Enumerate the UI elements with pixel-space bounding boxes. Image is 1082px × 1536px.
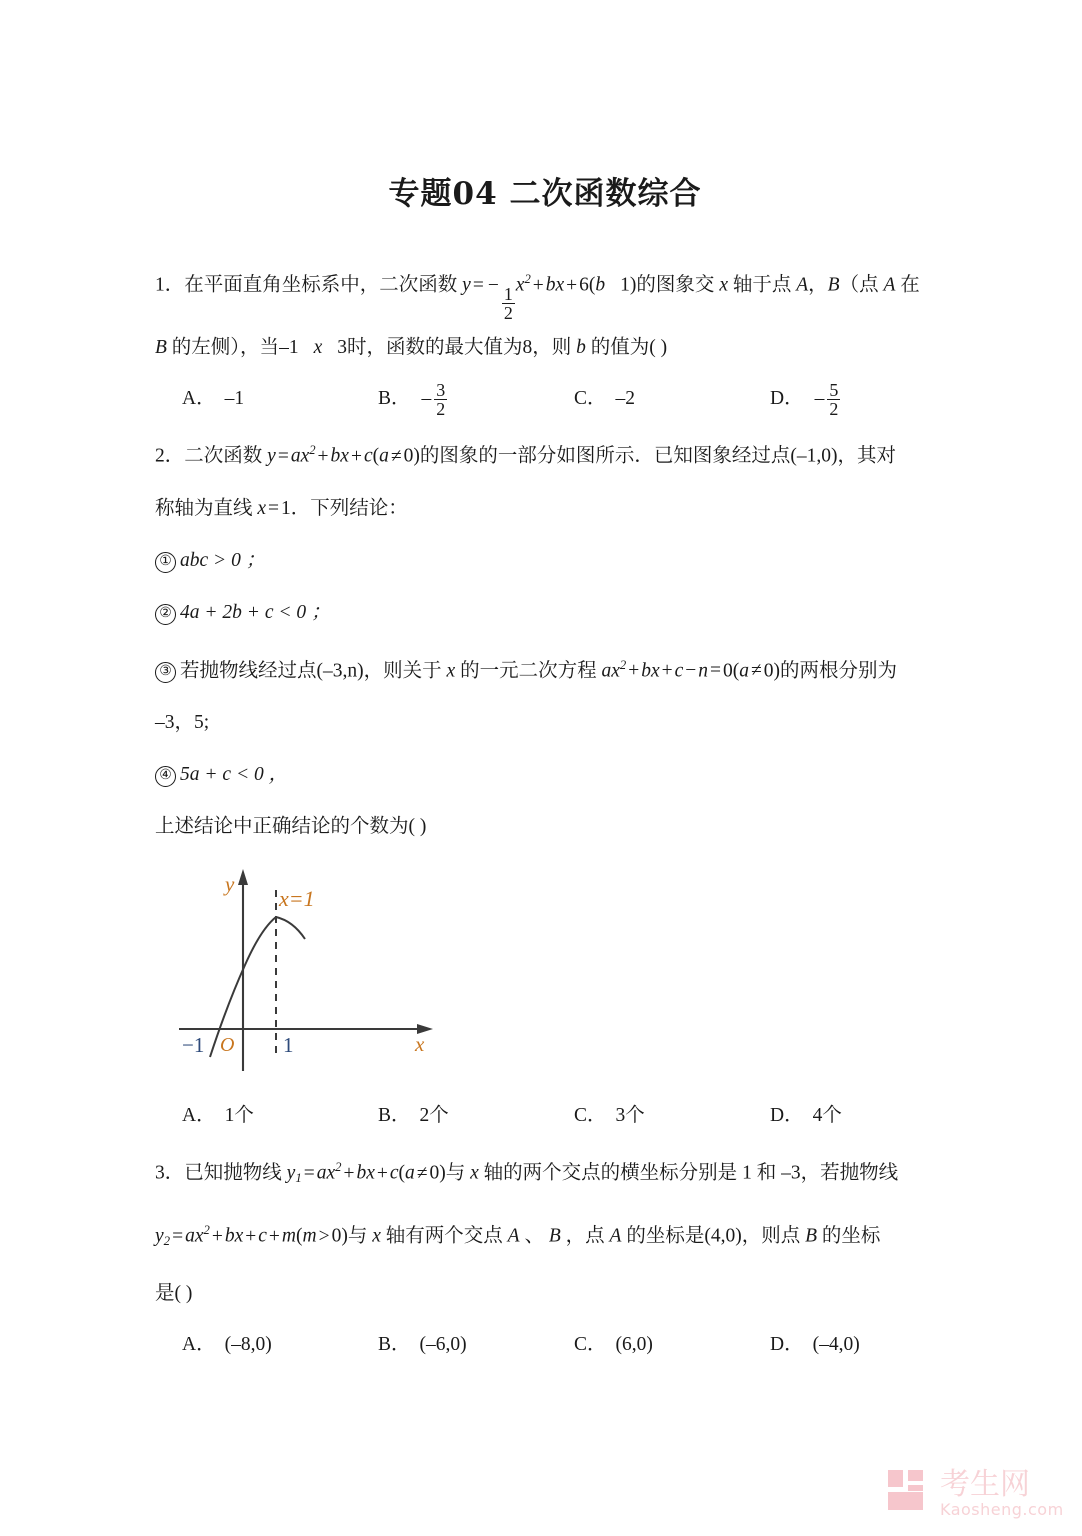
option-c-value: –2	[615, 388, 636, 410]
question-1-text-l2b: 时，函数的最大值为	[346, 337, 523, 359]
question-1-options	[155, 374, 935, 424]
question-3-text-l2a: 与	[347, 1225, 368, 1247]
page-title: 专题04 二次函数综合	[388, 176, 702, 212]
question-3-root-1: 1	[742, 1162, 752, 1184]
parabola-graph-svg	[165, 859, 465, 1091]
question-1-option-d[interactable]	[770, 374, 841, 424]
x-tick-label-neg1: −1	[182, 1033, 205, 1058]
question-1-option-b[interactable]	[378, 374, 574, 424]
question-3-option-c[interactable]	[574, 1320, 770, 1370]
question-2-line-2: 称轴为直线 x = 1．下列结论：	[155, 497, 408, 519]
question-3-text-a: 已知抛物线	[184, 1162, 282, 1184]
option-c-label: C．	[574, 1333, 607, 1355]
question-2-number: 2．	[155, 445, 185, 467]
option-d-label: D．	[770, 1333, 804, 1355]
x-tick-label-1: 1	[283, 1033, 294, 1058]
option-a-label: A．	[182, 1105, 216, 1127]
question-3-and: 和	[756, 1162, 777, 1184]
question-1-closeparen: 1)	[620, 274, 637, 296]
conclusion-3-text-c: 的一元二次方程	[460, 660, 597, 682]
option-a-label: A．	[182, 1333, 216, 1355]
question-2	[155, 424, 935, 1141]
question-1-text-d: ，	[808, 274, 828, 296]
option-b-denominator: 2	[436, 398, 446, 419]
question-1-text-a: 在平面直角坐标系中，二次函数	[184, 274, 458, 296]
question-1-number: 1．	[155, 274, 185, 296]
question-3-option-d[interactable]	[770, 1320, 860, 1370]
question-2-tail-text: 上述结论中正确结论的个数为( )	[155, 816, 427, 838]
question-2-text-c: ，其对	[837, 445, 896, 467]
question-1-text-f: 在	[900, 274, 920, 296]
question-2-text-a: 二次函数	[184, 445, 263, 467]
question-1-option-a[interactable]	[182, 374, 378, 424]
question-1-text-l2c: ，则	[532, 337, 572, 359]
option-c-label: C．	[574, 388, 607, 410]
circled-number-1: ①	[155, 552, 176, 573]
question-2-option-c[interactable]	[574, 1091, 770, 1141]
question-3-line-3	[155, 1268, 935, 1320]
question-3-text-l2b: 轴有两个交点	[385, 1225, 503, 1247]
question-2-option-b[interactable]	[378, 1091, 574, 1141]
x-axis-label: x	[415, 1032, 425, 1057]
question-3-dun: 、	[524, 1225, 544, 1247]
document-content	[155, 0, 935, 1370]
y-axis-arrow	[238, 869, 248, 885]
option-a-value: 1个	[224, 1105, 254, 1127]
watermark	[880, 1458, 1070, 1528]
question-3-line-2: $y_2 = ax^2$ + bx + c + m(m > 0)与 x 轴有两个交点 A 、 B ，点 A 的坐标是(4,0)，则点 B 的坐标	[155, 1223, 881, 1249]
question-3-coord-a: (4,0)	[704, 1225, 742, 1247]
question-1-text-l2a: 的左侧），当	[171, 337, 280, 359]
question-1-option-c[interactable]	[574, 374, 770, 424]
question-3-text-l3: 是( )	[155, 1282, 193, 1304]
option-b-fraction	[434, 381, 447, 419]
question-3	[155, 1141, 935, 1369]
question-3-text-l2f: 的坐标	[821, 1225, 881, 1247]
question-3-option-b[interactable]	[378, 1320, 574, 1370]
question-1-upper-bound: 3	[337, 337, 347, 359]
conclusion-3-text-d: 的两根分别为	[779, 660, 897, 682]
conclusion-3-text-b: ，则关于	[363, 660, 442, 682]
question-2-conclusion-3-roots	[155, 697, 935, 749]
question-2-conclusion-2	[155, 587, 935, 639]
question-3-number: 3．	[155, 1162, 185, 1184]
question-1-max-value: 8	[522, 337, 533, 359]
question-3-root-2: –3	[781, 1162, 801, 1184]
question-1-line-2: B 的左侧），当–1 x 3时，函数的最大值为8，则 b 的值为( )	[155, 337, 668, 359]
question-3-text-b: 与	[445, 1162, 466, 1184]
question-2-conclusion-3: ③ 若抛物线经过点(–3,n)，则关于 x 的一元二次方程 $ax^2$ + bx + c − n = 0(a ≠ 0)的两根分别为	[155, 639, 935, 698]
question-1	[155, 253, 935, 424]
conclusion-3-point: (–3,n)	[316, 660, 364, 682]
circled-number-3: ③	[155, 662, 176, 683]
conclusion-2-expr: 4a + 2b + c < 0 ；	[180, 601, 331, 623]
option-c-value: (6,0)	[615, 1333, 653, 1355]
watermark-svg	[880, 1458, 1070, 1528]
option-b-value: 2个	[419, 1105, 449, 1127]
option-d-denominator: 2	[829, 398, 839, 419]
option-d-fraction	[827, 381, 840, 419]
option-b-value: (–6,0)	[419, 1333, 467, 1355]
option-c-label: C．	[574, 1105, 607, 1127]
question-2-text-l2a: 称轴为直线	[155, 497, 253, 519]
question-2-line-1: 2．二次函数 $y = ax^2$ + bx + c(a ≠ 0)的图象的一部分如图所示．已知图象经过点(–1,0)，其对	[155, 443, 896, 467]
question-2-options	[155, 1091, 935, 1141]
question-2-conclusion-1	[155, 535, 935, 587]
option-a-value: –1	[224, 388, 245, 410]
question-1-lower-bound: –1	[279, 337, 299, 359]
question-1-text-c: 轴于点	[732, 274, 792, 296]
question-3-text-l2e: ，则点	[741, 1225, 801, 1247]
symmetry-axis-label: x=1	[279, 886, 315, 912]
conclusion-4-expr: 5a + c < 0 ，	[180, 764, 289, 786]
option-d-numerator: 5	[829, 379, 839, 400]
question-1-text-b: 的图象交	[636, 274, 715, 296]
watermark-brand-cn: 考生网	[940, 1467, 1030, 1502]
question-3-text-l2c: ，点	[565, 1225, 605, 1247]
question-2-conclusion-4	[155, 749, 935, 801]
option-b-label: B．	[378, 1105, 411, 1127]
question-1-text-l2d: 的值为( )	[590, 337, 668, 359]
option-d-label: D．	[770, 1105, 804, 1127]
origin-label: O	[220, 1034, 235, 1057]
y-axis-label: y	[225, 872, 235, 897]
conclusion-3-roots: –3，5;	[155, 712, 210, 734]
circled-number-2: ②	[155, 604, 176, 625]
question-2-text-l2b: ．下列结论：	[290, 497, 408, 519]
kaosheng-logo-icon	[888, 1470, 923, 1510]
question-2-tail	[155, 801, 935, 853]
question-3-text-d: ，若抛物线	[800, 1162, 899, 1184]
question-3-line-1: 3．已知抛物线 $y_1 = ax^2$ + bx + c(a ≠ 0)与 x 轴的两个交点的横坐标分别是 1 和 –3，若抛物线	[155, 1160, 899, 1186]
option-a-value: (–8,0)	[224, 1333, 272, 1355]
circled-number-4: ④	[155, 766, 176, 787]
question-3-text-l2d: 的坐标是	[626, 1225, 705, 1247]
option-b-sign: –	[421, 388, 432, 410]
option-b-label: B．	[378, 388, 411, 410]
question-2-point: (–1,0)	[790, 445, 838, 467]
question-3-text-c: 轴的两个交点的横坐标分别是	[483, 1162, 738, 1184]
parabola-figure	[165, 859, 935, 1091]
option-d-label: D．	[770, 388, 804, 410]
conclusion-1-expr: abc > 0 ；	[180, 549, 266, 571]
question-1-const: 6(	[579, 274, 596, 296]
question-1-text-e: （点	[839, 274, 879, 296]
question-1-line-1: 1．在平面直角坐标系中，二次函数 y = − $\frac{1}{2}$ $x^2$ + bx + 6(b 1)的图象交 x 轴于点 A，B（点 A 在	[155, 272, 920, 324]
question-2-text-b: 的图象的一部分如图所示．已知图象经过点	[419, 445, 791, 467]
watermark-brand-en: Kaosheng.com	[940, 1500, 1064, 1519]
question-3-option-a[interactable]	[182, 1320, 378, 1370]
conclusion-3-text-a: 若抛物线经过点	[180, 660, 317, 682]
option-d-value: (–4,0)	[812, 1333, 860, 1355]
question-2-option-a[interactable]	[182, 1091, 378, 1141]
option-a-label: A．	[182, 388, 216, 410]
option-c-value: 3个	[615, 1105, 645, 1127]
option-d-sign: –	[814, 388, 825, 410]
question-3-options	[155, 1320, 935, 1370]
option-b-label: B．	[378, 1333, 411, 1355]
option-d-value: 4个	[812, 1105, 842, 1127]
fraction-one-half: $\frac{1}{2}$	[503, 283, 513, 324]
question-2-option-d[interactable]	[770, 1091, 842, 1141]
option-b-numerator: 3	[436, 379, 446, 400]
